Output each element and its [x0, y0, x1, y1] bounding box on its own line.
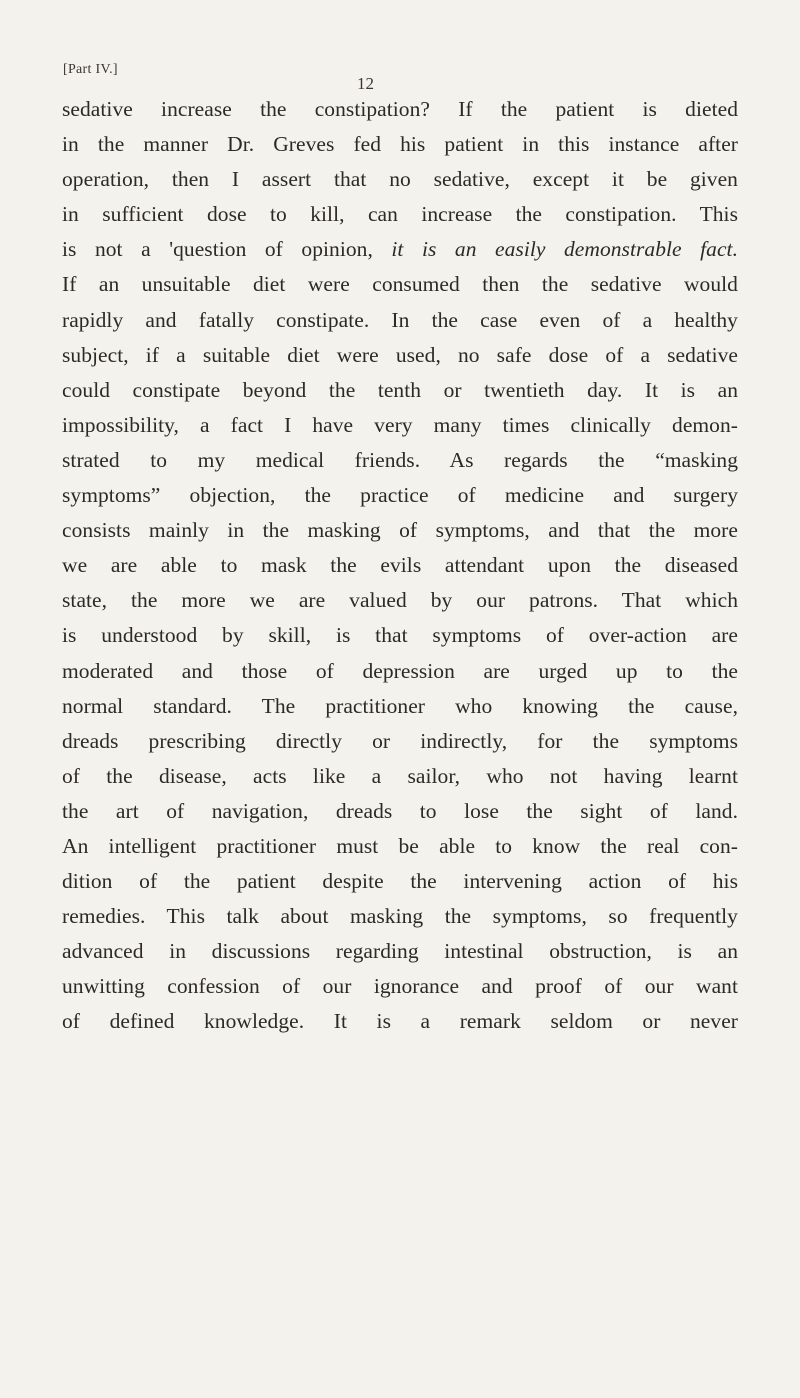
- text-line: dreads prescribing directly or indirectly, for the symptoms: [62, 728, 738, 753]
- body-text: [62, 92, 738, 1040]
- text-line: If an unsuitable diet were consumed then the sedative would: [62, 272, 738, 297]
- text-line: subject, if a suitable diet were used, no safe dose of a sedative: [62, 342, 738, 367]
- text-line: state, the more we are valued by our patrons. That which: [62, 588, 738, 613]
- text-line: of defined knowledge. It is a remark seldom or never: [62, 1009, 738, 1034]
- text-line: remedies. This talk about masking the symptoms, so frequently: [62, 904, 738, 929]
- text-line: consists mainly in the masking of symptoms, and that the more: [62, 518, 738, 543]
- text-line: symptoms” objection, the practice of medicine and surgery: [62, 483, 738, 508]
- text-line: sedative increase the constipation? If the patient is dieted: [62, 97, 738, 121]
- text-line: of the disease, acts like a sailor, who not having learnt: [62, 763, 738, 788]
- text-line: could constipate beyond the tenth or twentieth day. It is an: [62, 377, 738, 402]
- text-line: unwitting confession of our ignorance and proof of our want: [62, 974, 738, 999]
- text-line: moderated and those of depression are urged up to the: [62, 658, 738, 683]
- page-number: 12: [357, 74, 374, 93]
- text-line: dition of the patient despite the intervening action of his: [62, 869, 738, 894]
- text-line: operation, then I assert that no sedative, except it be given: [62, 167, 738, 192]
- part-label: [Part IV.]: [63, 62, 118, 77]
- text-line: rapidly and fatally constipate. In the case even of a healthy: [62, 307, 738, 332]
- italic-phrase: it is an easily demonstrable fact.: [391, 237, 738, 262]
- text-line: normal standard. The practitioner who knowing the cause,: [62, 693, 738, 718]
- text-line: An intelligent practitioner must be able to know the real con-: [62, 833, 738, 858]
- text-line: we are able to mask the evils attendant upon the diseased: [62, 553, 738, 578]
- text-line: in the manner Dr. Greves fed his patient in this instance after: [62, 132, 738, 157]
- text-line: [62, 232, 738, 267]
- text-line: advanced in discussions regarding intestinal obstruction, is an: [62, 939, 738, 964]
- text-line: in sufficient dose to kill, can increase the constipation. This: [62, 202, 738, 227]
- text-line: strated to my medical friends. As regards the “masking: [62, 447, 738, 472]
- text-line: impossibility, a fact I have very many times clinically demon-: [62, 412, 738, 437]
- text-line: the art of navigation, dreads to lose the sight of land.: [62, 798, 738, 823]
- text-line-start: is not a 'question of opinion,: [62, 237, 392, 262]
- text-line: is understood by skill, is that symptoms of over-action are: [62, 623, 738, 648]
